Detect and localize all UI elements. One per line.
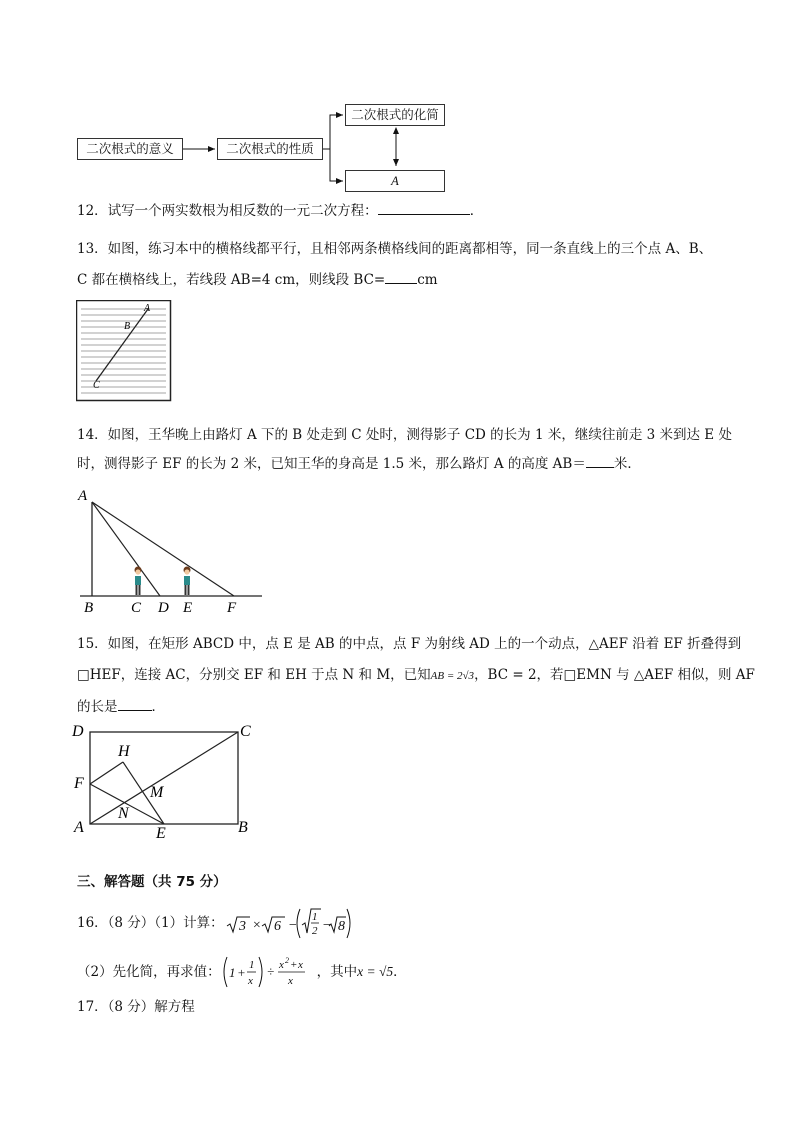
question-15-end: ． (151, 699, 165, 715)
flowchart-branch-up (330, 115, 343, 149)
question-15-line-2 (77, 665, 755, 686)
question-13-line-2 (77, 269, 438, 290)
svg-text:−: − (321, 918, 332, 933)
point-label-b: B (84, 600, 94, 616)
svg-text:+: + (289, 959, 298, 971)
svg-text:2: 2 (311, 925, 318, 937)
ab-value: AB = 2√3 (430, 670, 475, 682)
close-paren-16-1 (346, 905, 354, 941)
question-12 (77, 200, 483, 221)
svg-text:x: x (278, 959, 284, 971)
question-15-line-2b: ，BC = 2，若□EMN 与 △AEF 相似，则 AF (474, 667, 755, 683)
question-14-unit: 米． (613, 456, 641, 472)
question-16-part-2 (77, 953, 407, 991)
question-16-part-2-label: （2）先化简，再求值： (77, 964, 221, 980)
svg-text:×: × (251, 918, 262, 933)
figure-15-rectangle (70, 718, 270, 842)
svg-text:1: 1 (248, 959, 255, 971)
question-13-line-2a: C 都在横格线上，若线段 AB=4 cm，则线段 BC= (77, 272, 386, 288)
point-label-n: N (118, 805, 129, 822)
svg-text:x: x (287, 975, 293, 987)
question-12-end: ． (469, 203, 484, 219)
diagonal-ac (90, 732, 238, 824)
svg-text:6: 6 (273, 919, 281, 934)
point-label-a: A (78, 488, 88, 504)
svg-text:÷: ÷ (266, 964, 274, 979)
figure-14-lamp-shadow (72, 482, 272, 616)
point-label-e: E (183, 600, 193, 616)
flowchart-connectors (0, 0, 794, 200)
light-ray-af (92, 502, 234, 596)
svg-text:+: + (236, 965, 246, 980)
svg-text:−: − (287, 918, 298, 933)
question-13-line-1: 13．如图，练习本中的横格线都平行，且相邻两条横格线间的距离都相等，同一条直线上的三个点 A、B、 (77, 241, 713, 257)
point-label-f: F (74, 775, 84, 792)
point-label-d: D (72, 723, 84, 740)
point-label-a: A (74, 819, 84, 836)
question-15-line-3 (77, 696, 165, 717)
question-15-line-2a: □HEF，连接 AC，分别交 EF 和 EH 于点 N 和 M，已知 (77, 667, 431, 683)
x-value: x = √5 (357, 964, 394, 979)
answer-blank-14 (586, 453, 614, 468)
question-16-part-2-where: ，其中 (316, 964, 358, 980)
svg-text:x: x (297, 959, 303, 971)
answer-blank-15 (118, 696, 152, 711)
svg-text:8: 8 (337, 919, 345, 934)
flowchart-box-property-label: 二次根式的性质 (226, 141, 314, 156)
point-label-c: C (240, 723, 251, 740)
question-15-line-3a: 的长是 (77, 699, 118, 715)
person-at-c-icon (135, 567, 142, 596)
question-17: 17．（8 分）解方程 (77, 999, 195, 1015)
expression-16-1 (226, 905, 346, 941)
question-14-line-1: 14．如图，王华晚上由路灯 A 下的 B 处走到 C 处时，测得影子 CD 的长为 1 米，继续往前走 3 米到达 E 处 (77, 427, 732, 443)
question-16-part-1 (77, 905, 354, 941)
question-12-text: 12．试写一个两实数根为相反数的一元二次方程： (77, 203, 378, 219)
point-label-c: C (131, 600, 142, 616)
question-16-part-2-end: ． (393, 964, 407, 980)
point-label-m: M (150, 784, 164, 801)
point-label-f: F (227, 600, 237, 616)
figure-13-notebook (76, 300, 172, 402)
flowchart-branch-down (330, 149, 343, 181)
point-label-c: C (93, 380, 100, 391)
answer-blank-13 (385, 269, 417, 284)
segment-fh (90, 762, 123, 784)
flowchart-box-simplify-label: 二次根式的化简 (351, 107, 439, 122)
svg-text:x: x (247, 975, 253, 987)
point-label-b: B (124, 321, 131, 332)
light-ray-ad (92, 502, 160, 596)
question-15-line-1: 15．如图，在矩形 ABCD 中，点 E 是 AB 的中点，点 F 为射线 AD 上的一个动点，△AEF 沿着 EF 折叠得到 (77, 636, 742, 652)
point-label-e: E (156, 825, 166, 842)
flowchart-box-a-label: A (391, 174, 399, 188)
question-13-unit: cm (417, 272, 438, 288)
svg-text:1: 1 (311, 911, 318, 923)
svg-text:1: 1 (228, 965, 236, 980)
svg-text:2: 2 (284, 956, 289, 965)
point-label-b: B (238, 819, 248, 836)
question-14-line-2 (77, 453, 641, 474)
section-3-title: 三、解答题（共 75 分） (77, 874, 227, 890)
point-label-h: H (118, 743, 130, 760)
expression-16-2 (221, 953, 317, 991)
question-14-line-2a: 时，测得影子 EF 的长为 2 米，已知王华的身高是 1.5 米，那么路灯 A 的高度 AB＝ (77, 456, 586, 472)
answer-blank-12 (378, 200, 470, 215)
svg-text:3: 3 (238, 919, 246, 934)
point-label-d: D (158, 600, 169, 616)
point-label-a: A (144, 303, 151, 314)
question-16-part-1-label: 16．（8 分）（1）计算： (77, 915, 224, 931)
person-at-e-icon (184, 567, 191, 596)
flowchart-box-meaning-label: 二次根式的意义 (86, 141, 174, 156)
